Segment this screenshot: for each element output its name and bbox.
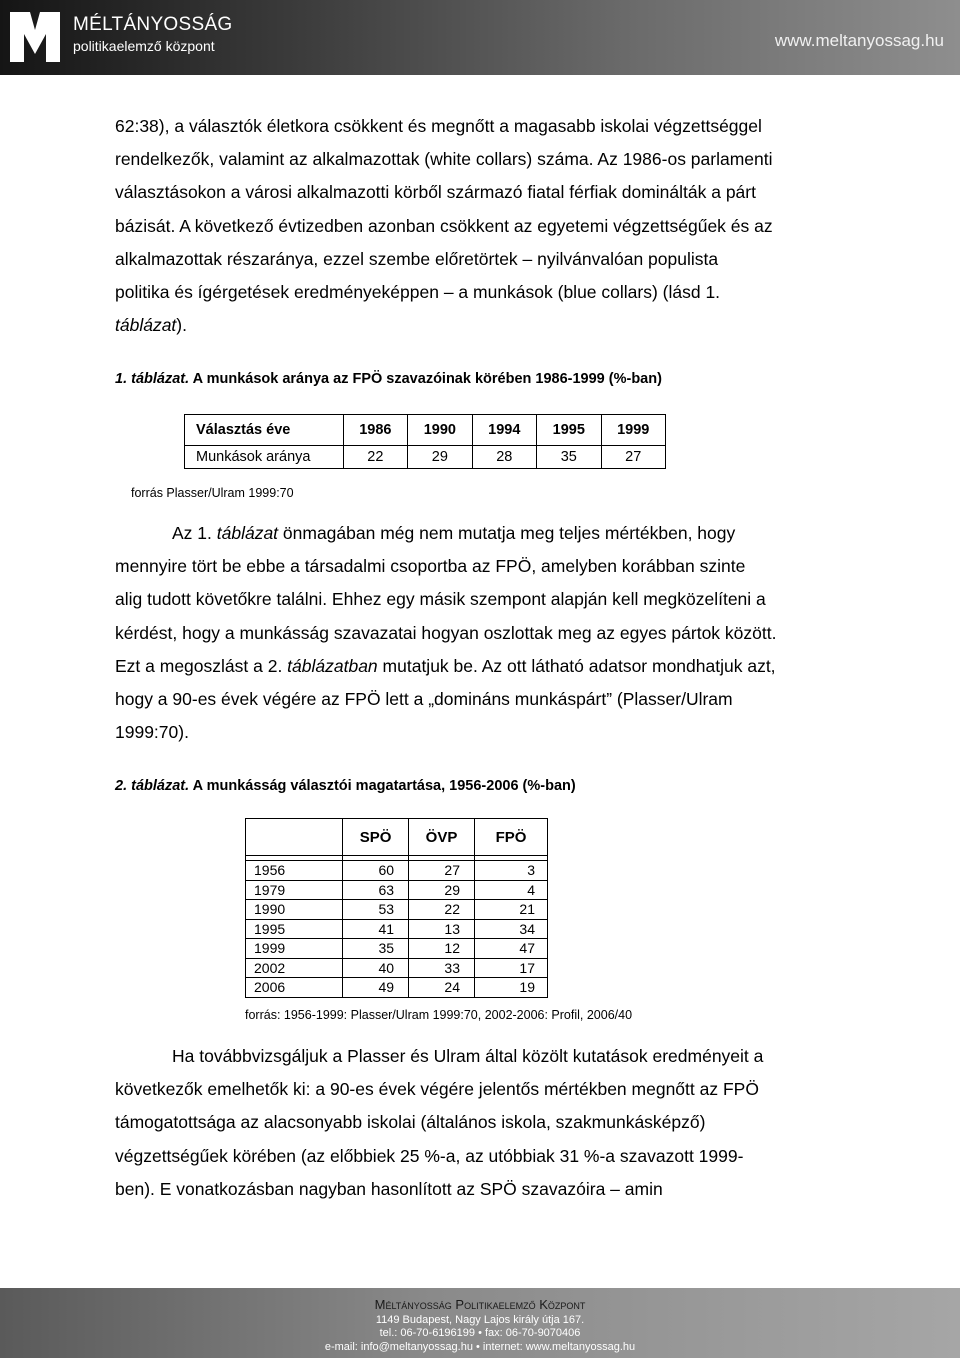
paragraph-line: 1999:70).: [115, 722, 189, 743]
table-row: 1979 63 29 4: [246, 880, 548, 900]
table2-caption: 2. táblázat. A munkásság választói magatartása, 1956-2006 (%-ban): [115, 778, 576, 794]
org-subtitle: politikaelemző központ: [73, 38, 215, 54]
table-reference: táblázat: [216, 523, 279, 543]
table1-caption: 1. táblázat. A munkások aránya az FPÖ szavazóinak körében 1986-1999 (%-ban): [115, 371, 662, 387]
paragraph-line: 62:38), a választók életkora csökkent és megnőtt a magasabb iskolai végzettséggel: [115, 116, 762, 136]
table-row: 1999 35 12 47: [246, 939, 548, 959]
table1-year: 1994: [472, 415, 536, 446]
paragraph-line: alkalmazottak részaránya, ezzel szembe előretörtek – nyilvánvalóan populista: [115, 248, 719, 269]
table1-year: 1986: [343, 415, 407, 446]
paragraph-line: ben). E vonatkozásban nagyban hasonlított az SPÖ szavazóira – amin: [115, 1178, 663, 1199]
table-reference: táblázat: [115, 315, 177, 336]
org-name: MÉLTÁNYOSSÁG: [73, 14, 233, 35]
paragraph-2: [115, 517, 845, 749]
footer-org-name: Méltányosság Politikaelemző Központ: [374, 1297, 586, 1312]
paragraph-line: rendelkezők, valamint az alkalmazottak (white collars) száma. Az 1986-os parlamenti: [115, 149, 773, 170]
page-footer: [0, 1288, 960, 1358]
paragraph-line: Az 1. táblázat önmagában még nem mutatja meg teljes mértékben, hogy: [172, 523, 736, 543]
paragraph-line: következők emelhetők ki: a 90-es évek végére jelentős mértékben megnőtt az FPÖ: [115, 1079, 759, 1100]
table2-party-header: FPÖ: [474, 819, 547, 856]
paragraph-line: politika és ígérgetések eredményeképpen – a munkások (blue collars) (lásd 1.: [115, 282, 721, 303]
table2-caption-ref: 2. táblázat.: [115, 778, 190, 794]
table-row: 1956 60 27 3: [246, 861, 548, 881]
footer-contact[interactable]: e-mail: info@meltanyossag.hu • internet: www.meltanyossag.hu: [324, 1341, 636, 1353]
table1-header-row: [185, 415, 666, 446]
table1-header-label: Választás éve: [185, 415, 344, 446]
paragraph-line: Ha továbbvizsgáljuk a Plasser és Ulram által közölt kutatások eredményeit a: [172, 1046, 764, 1066]
table1-data-row: [185, 446, 666, 469]
paragraph-line: választásokon a városi alkalmazotti körből származó fiatal férfiak dominálták a párt: [115, 182, 756, 203]
paragraph-line: mennyire tört be ebbe a társadalmi csoportba az FPÖ, amelyben korábban szinte: [115, 556, 746, 577]
table2-header-row: [246, 819, 548, 856]
table2-corner-cell: [246, 819, 343, 856]
table-reference: táblázatban: [287, 655, 378, 676]
meltanyossag-logo-icon: [8, 10, 62, 64]
table2-source: forrás: 1956-1999: Plasser/Ulram 1999:70, 2002-2006: Profil, 2006/40: [245, 1008, 633, 1022]
paragraph-line: hogy a 90-es évek végére az FPÖ lett a „domináns munkáspárt” (Plasser/Ulram: [115, 689, 733, 710]
table1-caption-ref: 1. táblázat.: [115, 371, 190, 387]
paragraph-line: végzettségűek körében (az előbbiek 25 %-a, az utóbbiak 31 %-a szavazott 1999-: [115, 1145, 744, 1166]
paragraph-line: kérdést, hogy a munkásság szavazatai hogyan oszlottak meg az egyes pártok között.: [115, 622, 777, 643]
footer-phone: tel.: 06-70-6196199 • fax: 06-70-9070406: [379, 1327, 581, 1339]
table1-source: forrás Plasser/Ulram 1999:70: [131, 486, 294, 500]
table-1: [184, 414, 666, 469]
table1-value: 22: [343, 446, 407, 469]
header-url-link[interactable]: www.meltanyossag.hu: [774, 31, 944, 50]
paragraph-line: támogatottsága az alacsonyabb iskolai (általános iskola, szakmunkásképző): [115, 1112, 706, 1133]
paragraph-line: Ezt a megoszlást a 2. táblázatban mutatjuk be. Az ott látható adatsor mondhatjuk azt,: [115, 655, 776, 676]
table1-row-label: Munkások aránya: [185, 446, 344, 469]
table2-party-header: SPÖ: [343, 819, 409, 856]
table-row: 2006 49 24 19: [246, 978, 548, 998]
page-header: [0, 0, 960, 75]
paragraph-1: [115, 110, 845, 342]
table1-value: 28: [472, 446, 536, 469]
paragraph-line: alig tudott követőkre találni. Ehhez egy másik szempont alapján kell megközelíteni a: [115, 589, 766, 610]
table1-year: 1995: [537, 415, 601, 446]
table1-year: 1999: [601, 415, 666, 446]
table1-value: 35: [537, 446, 601, 469]
table-row: 1990 53 22 21: [246, 900, 548, 920]
table-row: 2002 40 33 17: [246, 958, 548, 978]
table-row: 1995 41 13 34: [246, 919, 548, 939]
paragraph-line: bázisát. A következő évtizedben azonban csökkent az egyetemi végzettségűek és az: [115, 215, 773, 236]
paragraph-3: [115, 1040, 845, 1206]
table2-party-header: ÖVP: [409, 819, 475, 856]
table-2: [245, 818, 548, 998]
footer-address: 1149 Budapest, Nagy Lajos király útja 167.: [375, 1314, 585, 1326]
table1-value: 27: [601, 446, 666, 469]
table1-year: 1990: [408, 415, 472, 446]
table1-value: 29: [408, 446, 472, 469]
paragraph-line: táblázat).: [115, 315, 187, 336]
